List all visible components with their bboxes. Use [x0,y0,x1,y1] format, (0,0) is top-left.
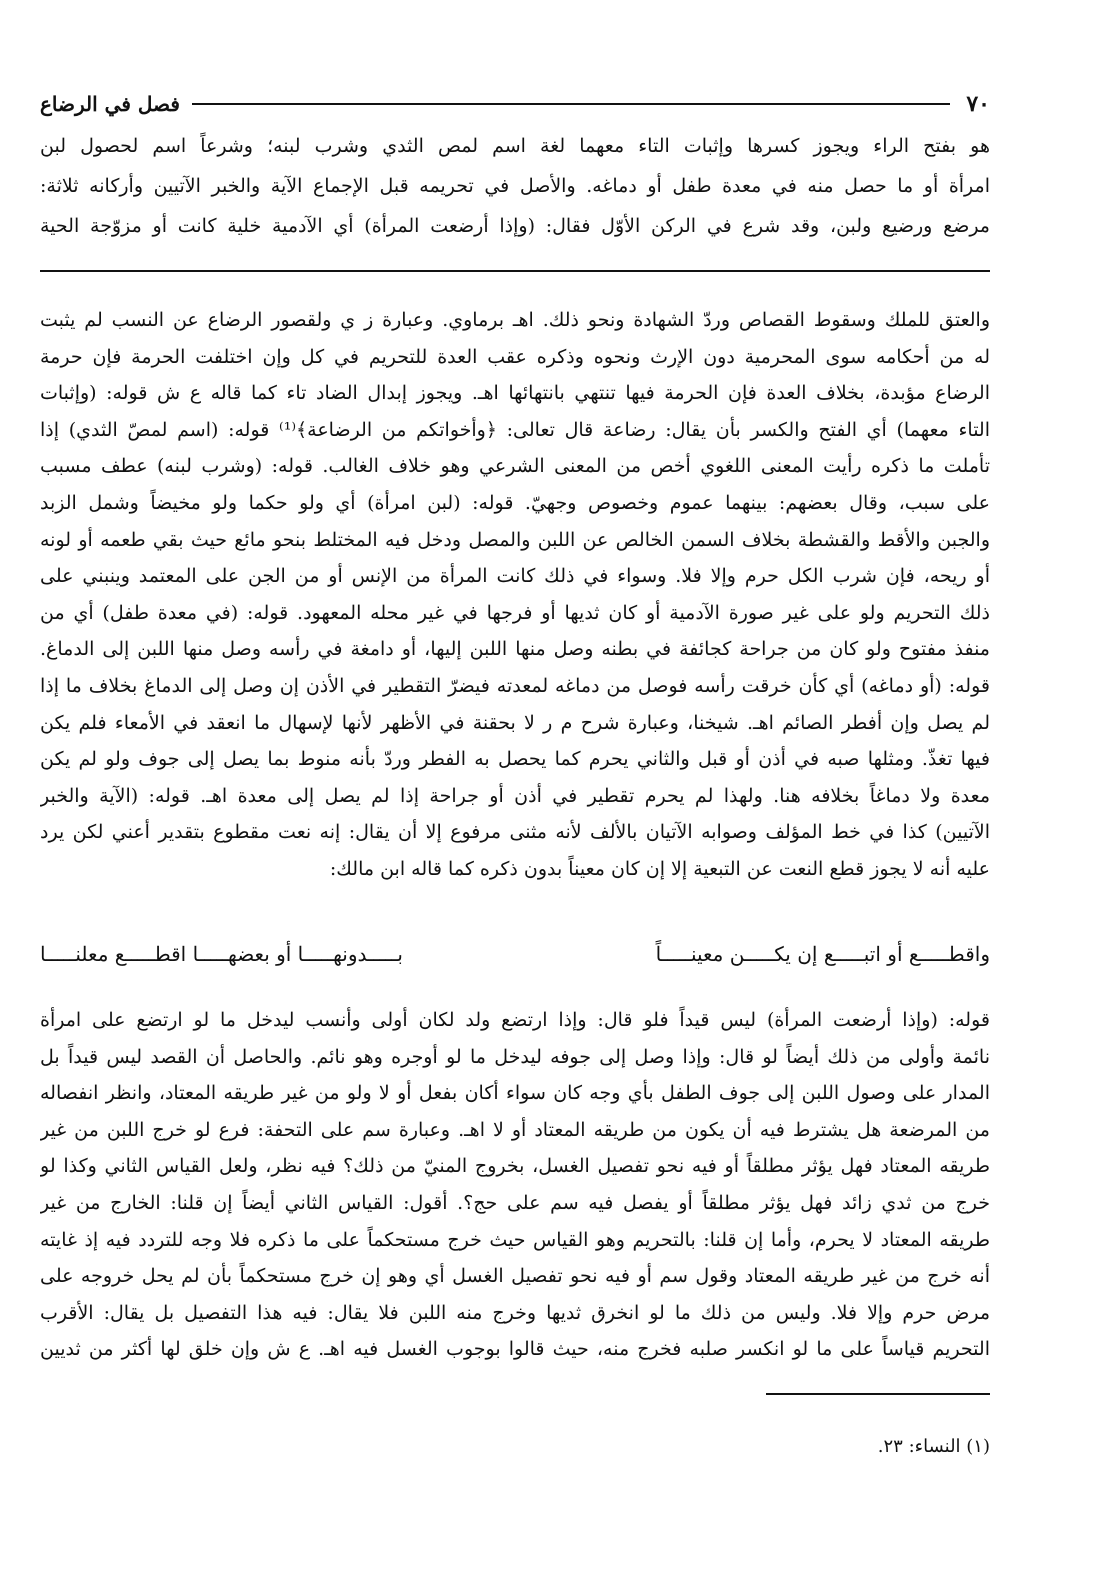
commentary-line: طريقه المعتاد فهل يؤثر مطلقاً أو فيه نحو تفصيل الغسل، بخروج المنيّ من ذلك؟ فيه نظر، ولعل القياس الثاني وكذا لو [40,1155,990,1178]
chapter-title: فصل في الرضاع [40,92,180,116]
commentary-line: الرضاع مؤبدة، بخلاف العدة فإن الحرمة فيها تنتهي بانتهائها اهـ. ويجوز إبدال الضاد تاء كما قاله ع ش قوله: (وإثبات [40,382,990,405]
commentary-text [40,302,990,888]
commentary-line: قوله: (أو دماغه) أي كأن خرقت رأسه فوصل من دماغه لمعدته فيضرّ التقطير في الأذن إن وصل إلى الدماغ بخلاف ما إذا [40,674,990,697]
commentary-line: لم يصل وإن أفطر الصائم اهـ. شيخنا، وعبارة شرح م ر لا بحقنة في الأظهر لأنها لإسهال ما انعقد في الأمعاء فلم يكن [40,711,990,734]
verse-second-hemistich: بـــــدونهـــــا أو بعضهـــــا اقطـــــع معلنـــــا [40,942,403,966]
commentary-line: التاء معهما) أي الفتح والكسر بأن يقال: رضاعة قال تعالى: ﴿وأخواتكم من الرضاعة﴾⁽¹⁾ قوله: (اسم لمصّ الثدي) إذا [40,418,990,441]
commentary-line: والجبن والأقط والقشطة بخلاف السمن الخالص عن اللبن والمصل ودخل فيه المختلط بنحو مائع حيث بقي طعمه أو لونه [40,528,990,551]
main-line: مرضع ورضيع ولبن، وقد شرع في الركن الأوّل فقال: (وإذا أرضعت المرأة) أي الآدمية خلية كانت أو مزوّجة الحية [40,215,990,237]
commentary-line: ذلك التحريم ولو على غير صورة الآدمية أو كان ثديها أو فرجها في غير محله المعهود. قوله: (في معدة طفل) أي من [40,601,990,624]
page-number: ٧٠ [966,91,990,117]
commentary-line: نائمة وأولى من ذلك أيضاً لو قال: وإذا وصل إلى جوفه ليدخل ما لو أوجره وهو نائم. والحاصل أن القصد ليس قيداً بل [40,1045,990,1068]
footnote: (١) النساء: ٢٣. [877,1436,990,1457]
commentary-line: على سبب، وقال بعضهم: بينهما عموم وخصوص وجهيّ. قوله: (لبن امرأة) أي ولو حكما ولو مخيضاً وشمل الزبد [40,491,990,514]
commentary-line: التحريم قياساً على ما لو انكسر صلبه فخرج منه، حيث قالوا بوجوب الغسل فيه اهـ. ع ش وإن خلق لها أكثر من ثديين [40,1338,990,1361]
commentary-line: قوله: (وإذا أرضعت المرأة) ليس قيداً فلو قال: وإذا ارتضع ولد لكان أولى وأنسب ليدخل ما لو ارتضع على امرأة [40,1009,990,1031]
commentary-line: فيها تغذّ. ومثلها صبه في أذن أو قبل والثاني يحرم كما يحصل به الفطر وردّ بأنه منوط بما يصل إلى جوف ولو لم يكن [40,748,990,771]
commentary-text-continued [40,1002,990,1368]
commentary-line: عليه أنه لا يجوز قطع النعت عن التبعية إلا إن كان معيناً بدون ذكره كما قاله ابن مالك: [329,857,990,880]
main-line: امرأة أو ما حصل منه في معدة طفل أو دماغه. والأصل في تحريمه قبل الإجماع الآية والخبر الآتيين وأركانه ثلاثة: [40,175,990,197]
verse-first-hemistich: واقطـــــع أو اتبـــــع إن يكـــــن معينـــــاً [655,942,990,966]
commentary-line: معدة ولا دماغاً بخلافه هنا. ولهذا لم يحرم تقطير في أذن أو جراحة إذا لم يصل إلى معدة اهـ. قوله: (الآية والخبر [40,784,990,807]
page-header [40,86,990,122]
commentary-line: تأملت ما ذكره رأيت المعنى اللغوي أخص من المعنى الشرعي وهو خلاف الغالب. قوله: (وشرب لبنه) عطف مسبب [40,455,990,478]
commentary-line: أو ريحه، فإن شرب الكل حرم وإلا فلا. وسواء في ذلك كانت المرأة من الإنس أو من الجن على المعتمد وينبني على [40,565,990,588]
header-rule [192,103,950,105]
commentary-line: طريقه المعتاد لا يحرم، وأما إن قلنا: بالتحريم وهو القياس حيث خرج مستحكماً على ما ذكره فلا وجه للتردد فيه إذ غايته [40,1228,990,1251]
commentary-line: مرض حرم وإلا فلا. وليس من ذلك ما لو انخرق ثديها وخرج منه اللبن فلا يقال: فيه هذا التفصيل بل يقال: الأقرب [40,1301,990,1324]
commentary-line: الآتيين) كذا في خط المؤلف وصوابه الآتيان بالألف لأنه مثنى مرفوع إلا أن يقال: إنه نعت مقطوع بتقدير أعني لكن يرد [40,821,990,844]
commentary-line: من المرضعة هل يشترط فيه أن يكون من طريقه المعتاد أو لا اهـ. وعبارة سم على التحفة: فرع لو خرج اللبن من غير [40,1118,990,1141]
footnote-separator [766,1393,990,1395]
text-commentary-separator [40,270,990,272]
main-text [40,126,990,246]
commentary-line: أنه خرج من غير طريقه المعتاد وقول سم أو فيه نحو تفصيل الغسل أي وهو إن خرج مستحكماً بأن لم يحل خروجه على [40,1265,990,1288]
commentary-line: والعتق للملك وسقوط القصاص وردّ الشهادة ونحو ذلك. اهـ برماوي. وعبارة ز ي ولقصور الرضاع عن النسب لم يثبت [40,309,990,331]
commentary-line: له من أحكامه سوى المحرمية دون الإرث ونحوه وذكره عقب العدة للتحريم في كل وإن اختلفت الحرمة فإن حرمة [40,345,990,368]
poetry-verse [40,932,990,976]
commentary-line: منفذ مفتوح ولو كان من جراحة كجائفة في بطنه وصل منها اللبن إليها، أو دامغة في رأسه وصل منها اللبن إلى الدماغ. [40,638,990,661]
commentary-line: خرج من ثدي زائد فهل يؤثر مطلقاً أو يفصل فيه سم على حج؟. أقول: القياس الثاني أيضاً إن قلنا: الخارج من غير [40,1191,990,1214]
main-line: هو بفتح الراء ويجوز كسرها وإثبات التاء معهما لغة اسم لمص الثدي وشرب لبنه؛ وشرعاً اسم لحصول لبن [40,135,990,157]
commentary-line: المدار على وصول اللبن إلى جوف الطفل بأي وجه كان سواء أكان بفعل أو لا ولو من غير طريقه المعتاد، وانظر انفصاله [40,1082,990,1105]
